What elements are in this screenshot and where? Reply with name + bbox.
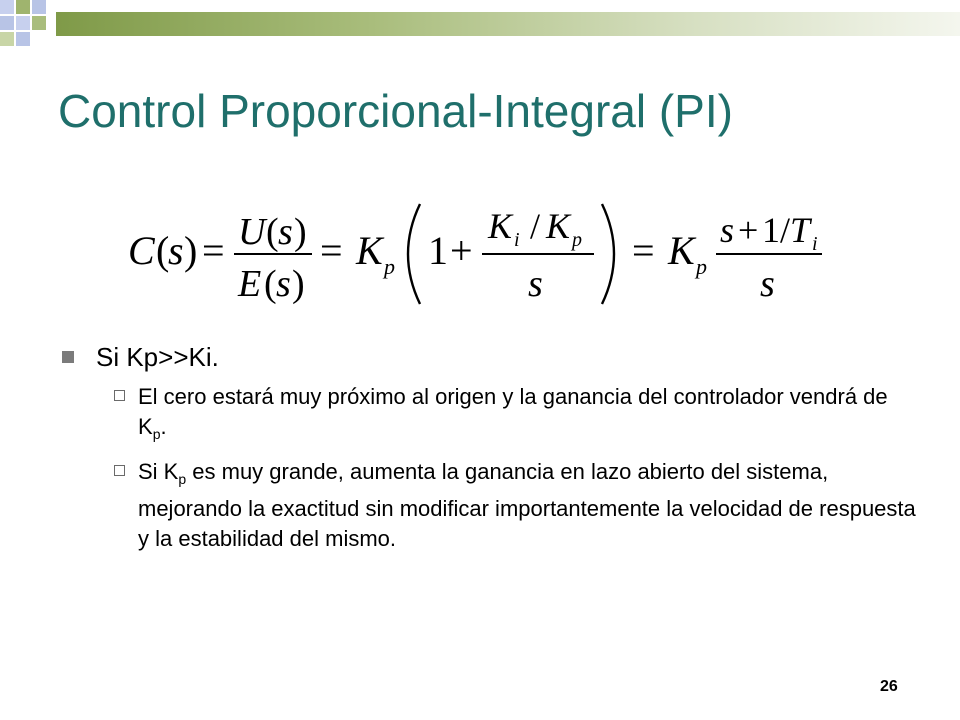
formula-eq-3: = <box>632 228 655 273</box>
formula-K-2: K <box>488 206 513 246</box>
formula-s-6: s <box>760 263 775 305</box>
page-number: 26 <box>880 678 898 695</box>
formula-rparen-3: ) <box>292 263 305 305</box>
formula-one-over: 1/ <box>762 210 791 250</box>
bullet-sub-1-end: . <box>160 414 167 439</box>
formula-p-sub-1: p <box>384 254 395 279</box>
bullet-sub-1 <box>60 382 920 449</box>
deco-square-green-mid <box>32 16 46 30</box>
deco-square-blue-bottom <box>16 32 30 46</box>
formula-one: 1 <box>428 228 448 273</box>
formula-lparen-3: ( <box>264 263 277 305</box>
pi-transfer-function-formula <box>120 192 840 312</box>
formula-big-lparen <box>408 204 420 304</box>
deco-square-green-bottom <box>0 32 14 46</box>
formula-K-3: K <box>546 206 571 246</box>
slide-title: Control Proporcional-Integral (PI) <box>58 85 733 137</box>
formula-lparen-1: ( <box>156 228 170 273</box>
deco-square-green-top <box>16 0 30 14</box>
formula-eq-1: = <box>202 228 225 273</box>
formula-lparen-2: ( <box>266 211 279 253</box>
square-bullet-icon <box>62 351 74 363</box>
bullet-main <box>60 340 920 374</box>
bullet-sub-2 <box>60 457 920 554</box>
formula-s-5: s <box>720 210 735 250</box>
formula-E: E <box>238 263 262 305</box>
deco-square-blue-top-left <box>0 0 14 14</box>
formula-U: U <box>238 211 266 253</box>
deco-square-blue-mid-left <box>0 16 14 30</box>
bullet-sub-2-text-start: Si K <box>138 459 179 484</box>
formula-rparen-2: ) <box>294 211 307 253</box>
formula-i-sub-1: i <box>514 229 520 251</box>
hollow-square-bullet-icon <box>114 465 125 476</box>
formula-big-rparen <box>602 204 614 304</box>
formula-plus-1: + <box>450 228 473 273</box>
formula-T: T <box>790 210 811 250</box>
bullet-sub-1-subscript: p <box>152 426 161 442</box>
bullet-main-text: Si Kp>>Ki. <box>96 342 219 372</box>
formula-plus-2: + <box>738 210 759 250</box>
bullet-list <box>60 340 920 562</box>
formula-K-1: K <box>356 228 383 273</box>
formula-rparen-1: ) <box>184 228 198 273</box>
formula-s-1: s <box>168 228 184 273</box>
bullet-sub-1-text: El cero estará muy próximo al origen y la ganancia del controlador vendrá de K <box>138 384 888 439</box>
formula-s-4: s <box>528 263 543 305</box>
bullet-sub-2-subscript: p <box>178 471 187 487</box>
formula-p-sub-2: p <box>572 229 582 251</box>
formula-i-sub-2: i <box>812 233 818 255</box>
bullet-sub-2-text-rest: es muy grande, aumenta la ganancia en lazo abierto del sistema, mejorando la exactitud sin modificar importantemente la velocidad de respuesta y la estabilidad del mismo. <box>138 459 916 551</box>
formula-K-4: K <box>668 228 695 273</box>
header-gradient-bar <box>56 12 960 36</box>
deco-square-blue-mid <box>16 16 30 30</box>
formula-p-sub-3: p <box>696 254 707 279</box>
formula-C: C <box>128 228 155 273</box>
formula-slash-1: / <box>530 206 541 246</box>
deco-square-blue-top <box>32 0 46 14</box>
formula-eq-2: = <box>320 228 343 273</box>
hollow-square-bullet-icon <box>114 390 125 401</box>
formula-s-3: s <box>276 263 291 305</box>
formula-s-2: s <box>278 211 293 253</box>
